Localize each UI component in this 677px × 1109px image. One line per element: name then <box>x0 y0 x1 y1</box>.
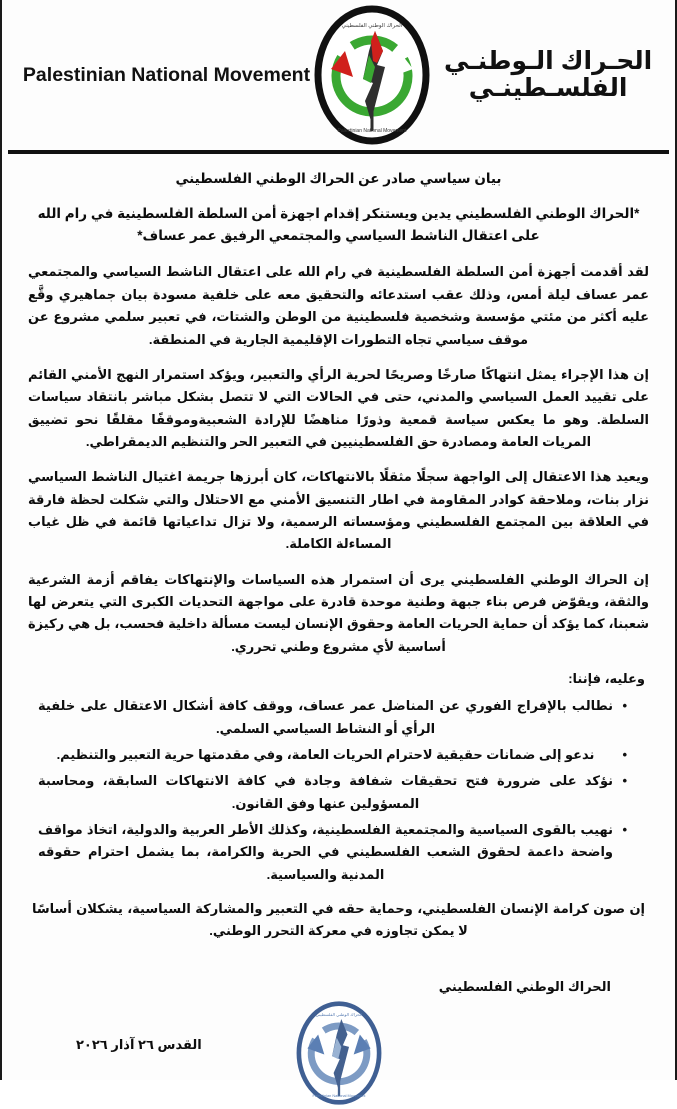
header-logo <box>310 5 434 145</box>
demands-list <box>28 695 649 886</box>
closing-paragraph: إن صون كرامة الإنسان الفلسطيني، وحماية حقه في التعبير والمشاركة السياسية، يشكلان أساسًا لا يمكن تجاوزه في معركة التحرر الوطني. <box>32 901 645 939</box>
list-item: • نهيب بالقوى السياسية والمجتمعية الفلسطينية، وكذلك الأطر العربية والدولية، اتخاذ مواقف واضحة داعمة لحقوق الشعب الفلسطيني في الحرية والكرامة، بما يشمل احترام حقوقه المدنية والسياسية. <box>38 819 627 886</box>
paragraph-3: ويعيد هذا الاعتقال إلى الواجهة سجلًا مثقلًا بالانتهاكات، كان أبرزها جريمة اغتيال الناشط السياسي نزار بنات، وملاحقة كوادر المقاومة في اطار التنسيق الأمني مع الاحتلال والتي شكلت لحظة فارقة في العلاقة بين المجتمع الفلسطيني ومؤسساته الرسمية، ولا تزال تداعياتها قائمة في ظل غياب المساءلة الكاملة. <box>28 469 649 552</box>
organization-name-english: Palestinian National Movement <box>22 63 311 86</box>
footer-logo <box>291 999 387 1107</box>
signature: الحراك الوطني الفلسطيني <box>438 978 611 994</box>
list-item: • نؤكد على ضرورة فتح تحقيقات شفافة وجادة في كافة الانتهاكات السابقة، ومحاسبة المسؤولين عنها وفق القانون. <box>38 770 627 815</box>
palestinian-national-movement-seal-icon <box>291 999 387 1107</box>
logo-ring-text-english: Palestinian National Movement <box>337 128 407 134</box>
list-item: • نطالب بالإفراج الفوري عن المناضل عمر عساف، ووقف كافة أشكال الاعتقال على خلفية الرأي أو النشاط السياسي السلمي. <box>38 695 627 740</box>
paragraph-2: إن هذا الإجراء يمثل انتهاكًا صارخًا وصريحًا لحرية الرأي والتعبير، ويؤكد استمرار النهج الأمني القائم على تقييد العمل السياسي والمدني، حتى في الحالات التي لا تتصل بشكل مباشر بانتقاد سياسات السلطة. وهو ما يعكس سياسة قمعية وذورًا مناهضًا للإرادة الشعبيةوموقفًا مقلقًا نحو تضييق المريات العامة ومصادرة حق الفلسطينيين في التعبير الحر والتنظيم الديمقراطي. <box>28 366 649 449</box>
organization-name-arabic: الحـراك الـوطنـي الفلسـطينـي <box>443 46 653 102</box>
seal-ring-text-arabic: الحراك الوطني الفلسطيني <box>315 1011 362 1017</box>
logo-ring-text-arabic: الحراك الوطني الفلسطيني <box>341 23 403 29</box>
page-title: بيان سياسي صادر عن الحراك الوطني الفلسطيني <box>175 171 502 186</box>
footer <box>28 999 649 1109</box>
palestinian-national-movement-logo-icon <box>313 5 431 145</box>
lede-paragraph: *الحراك الوطني الفلسطيني يدين ويستنكر إقدام اجهزة أمن السلطة الفلسطينية في رام الله على اعتقال الناشط السياسي والمجتمعي الرفيق عمر عساف* <box>37 205 640 244</box>
letterhead <box>2 0 675 150</box>
demands-lead-in: وعليه، فإننا: <box>568 671 645 687</box>
seal-ring-text-english: Palestinian National Movement <box>312 1093 365 1098</box>
statement-body <box>2 154 675 1109</box>
list-item: • ندعو إلى ضمانات حقيقية لاحترام الحريات العامة، وفي مقدمتها حرية التعبير والتنظيم. <box>38 744 627 766</box>
place-and-date: القدس ٢٦ آذار ٢٠٢٦ <box>76 1036 202 1052</box>
paragraph-1: لقد أقدمت أجهزة أمن السلطة الفلسطينية في رام الله على اعتقال الناشط السياسي والمجتمعي عمر عساف ليلة أمس، وذلك عقب استدعائه والتحقيق معه على خلفية مسودة بيان جماهيري وقَّع عليه أكثر من مئتي مؤسسة وشخصية فلسطينية من الوطن والشتات، في تعبير سلمي مشروع عن موقف سياسي تجاه التطورات الإقليمية الجارية في المنطقة. <box>28 264 649 347</box>
paragraph-4: إن الحراك الوطني الفلسطيني يرى أن استمرار هذه السياسات والإنتهاكات يفاقم أزمة الشرعية والثقة، ويقوّض فرص بناء جبهة وطنية موحدة قادرة على مواجهة التحديات الكبرى التي يتعرض لها شعبنا، كما يؤكد أن حماية الحريات العامة وحقوق الإنسان ليست مسألة داخلية فحسب، بل هي ركيزة أساسية لأي مشروع وطني تحرري. <box>28 571 649 654</box>
